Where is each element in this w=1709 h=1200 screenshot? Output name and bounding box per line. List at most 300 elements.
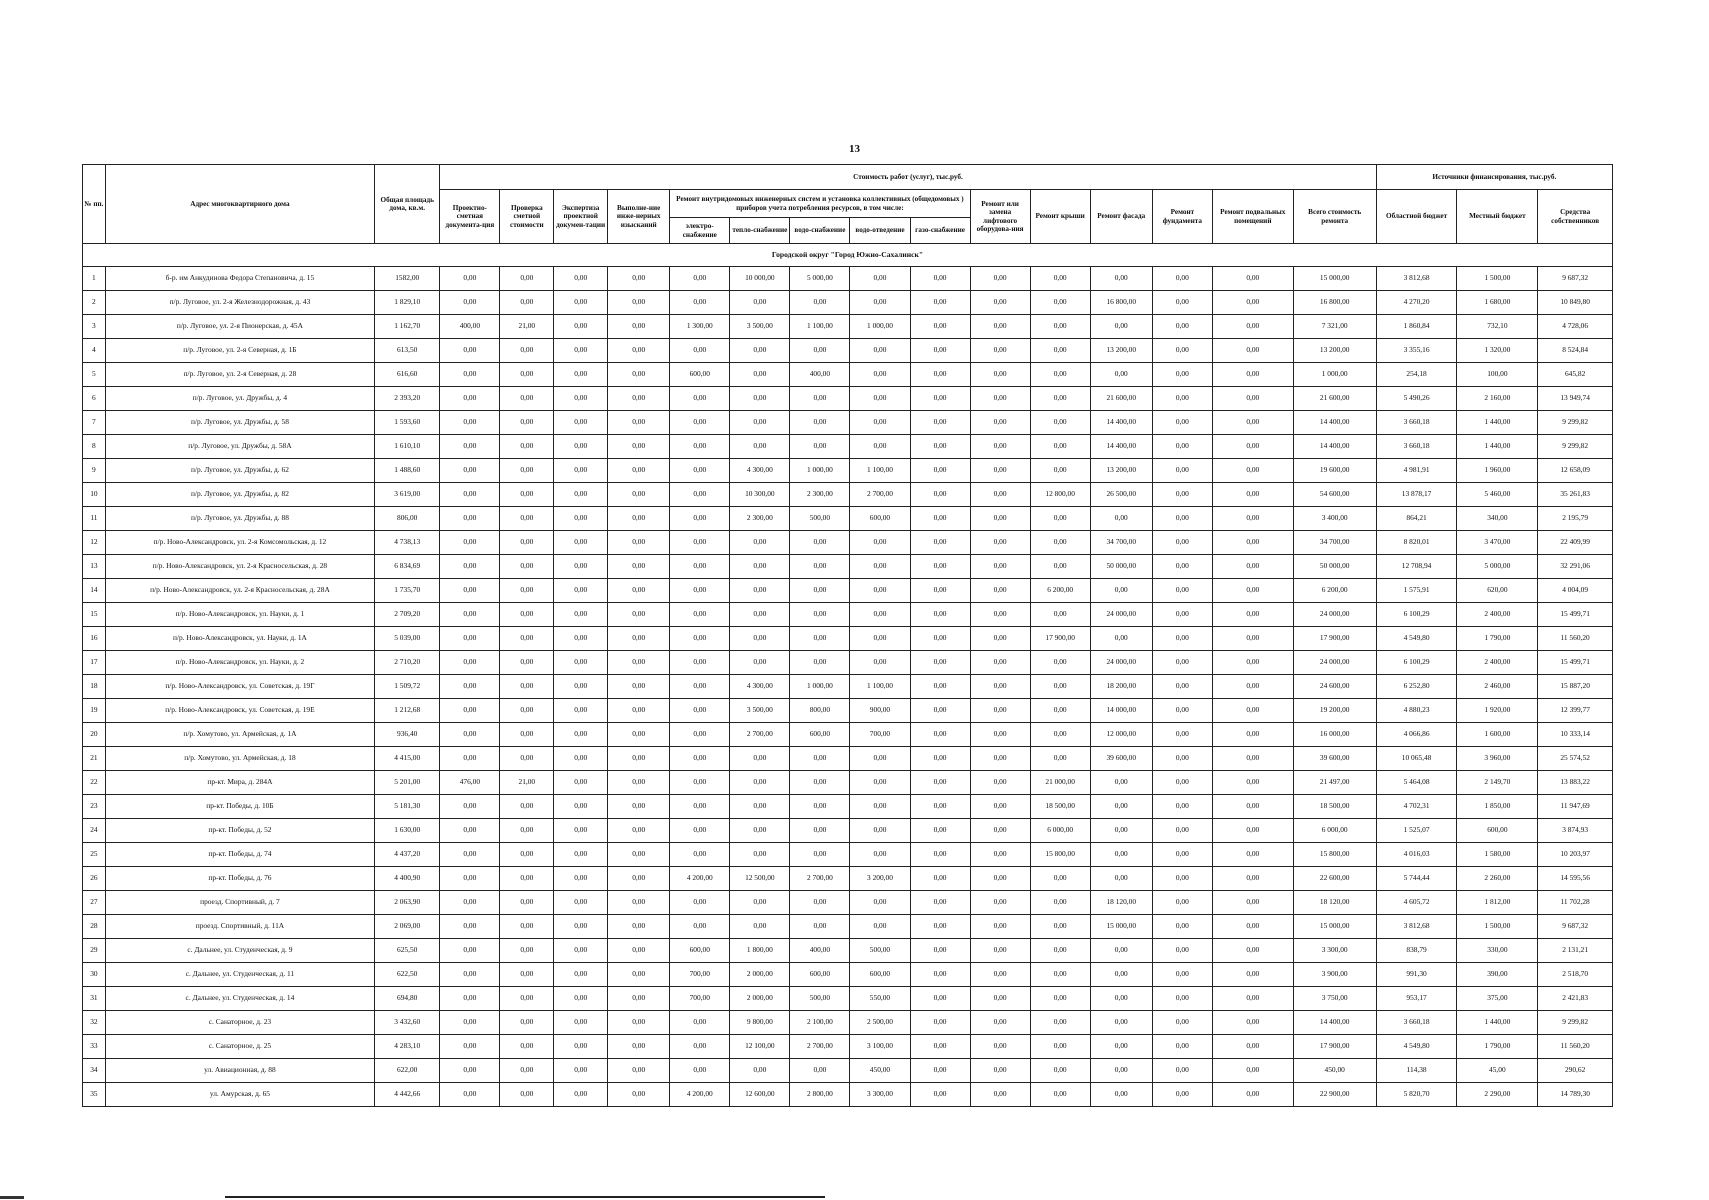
row-number-cell: 24 (83, 819, 106, 843)
value-cell: 5 820,70 (1376, 1083, 1457, 1107)
value-cell: 340,00 (1457, 507, 1538, 531)
value-cell: 2 160,00 (1457, 387, 1538, 411)
value-cell: 0,00 (730, 603, 790, 627)
value-cell: 0,00 (440, 1035, 500, 1059)
value-cell: 5 000,00 (1457, 555, 1538, 579)
value-cell: 600,00 (850, 507, 910, 531)
value-cell: 0,00 (1152, 939, 1212, 963)
value-cell: 0,00 (500, 363, 554, 387)
value-cell: 0,00 (670, 723, 730, 747)
value-cell: 0,00 (1212, 987, 1293, 1011)
value-cell: 11 560,20 (1538, 627, 1613, 651)
value-cell: 0,00 (608, 1011, 670, 1035)
value-cell: 0,00 (1152, 675, 1212, 699)
value-cell: 0,00 (910, 507, 970, 531)
value-cell: 12 800,00 (1030, 483, 1090, 507)
value-cell: 114,38 (1376, 1059, 1457, 1083)
table-row (83, 1083, 1613, 1107)
value-cell: 0,00 (440, 603, 500, 627)
value-cell: 0,00 (1212, 603, 1293, 627)
row-number-cell: 13 (83, 555, 106, 579)
value-cell: 0,00 (608, 603, 670, 627)
value-cell: 0,00 (850, 891, 910, 915)
value-cell: 0,00 (608, 387, 670, 411)
value-cell: 0,00 (1030, 555, 1090, 579)
address-cell: с. Санаторное, д. 23 (105, 1011, 374, 1035)
value-cell: 600,00 (790, 723, 850, 747)
value-cell: 0,00 (1152, 339, 1212, 363)
value-cell: 0,00 (440, 843, 500, 867)
table-row (83, 843, 1613, 867)
value-cell: 0,00 (1030, 723, 1090, 747)
value-cell: 936,40 (375, 723, 440, 747)
value-cell: 0,00 (1212, 387, 1293, 411)
value-cell: 0,00 (1152, 507, 1212, 531)
value-cell: 26 500,00 (1090, 483, 1152, 507)
value-cell: 0,00 (554, 483, 608, 507)
value-cell: 0,00 (1152, 627, 1212, 651)
value-cell: 4 437,20 (375, 843, 440, 867)
value-cell: 0,00 (670, 267, 730, 291)
value-cell: 9 299,82 (1538, 435, 1613, 459)
value-cell: 0,00 (440, 387, 500, 411)
value-cell: 0,00 (1152, 579, 1212, 603)
value-cell: 4 270,20 (1376, 291, 1457, 315)
value-cell: 0,00 (1212, 507, 1293, 531)
value-cell: 0,00 (500, 843, 554, 867)
value-cell: 0,00 (970, 1011, 1030, 1035)
value-cell: 0,00 (1090, 819, 1152, 843)
row-number-cell: 2 (83, 291, 106, 315)
value-cell: 0,00 (440, 483, 500, 507)
value-cell: 0,00 (608, 771, 670, 795)
value-cell: 0,00 (1030, 987, 1090, 1011)
value-cell: 2 195,79 (1538, 507, 1613, 531)
value-cell: 18 120,00 (1090, 891, 1152, 915)
value-cell: 0,00 (554, 339, 608, 363)
value-cell: 3 812,68 (1376, 267, 1457, 291)
address-cell: п/р. Луговое, ул. Дружбы, д. 58 (105, 411, 374, 435)
value-cell: 0,00 (910, 891, 970, 915)
address-cell: п/р. Луговое, ул. Дружбы, д. 82 (105, 483, 374, 507)
table-row (83, 267, 1613, 291)
value-cell: 0,00 (500, 603, 554, 627)
value-cell: 0,00 (1212, 843, 1293, 867)
value-cell: 0,00 (1030, 315, 1090, 339)
address-cell: с. Дальнее, ул. Студенческая, д. 14 (105, 987, 374, 1011)
value-cell: 0,00 (790, 435, 850, 459)
value-cell: 2 709,20 (375, 603, 440, 627)
value-cell: 21 000,00 (1030, 771, 1090, 795)
value-cell: 0,00 (850, 267, 910, 291)
table-row (83, 603, 1613, 627)
value-cell: 0,00 (1152, 291, 1212, 315)
value-cell: 0,00 (608, 459, 670, 483)
value-cell: 1 000,00 (1293, 363, 1376, 387)
value-cell: 0,00 (554, 1011, 608, 1035)
value-cell: 0,00 (670, 795, 730, 819)
header-facade: Ремонт фасада (1090, 190, 1152, 244)
value-cell: 2 063,90 (375, 891, 440, 915)
value-cell: 3 432,60 (375, 1011, 440, 1035)
value-cell: 1 440,00 (1457, 411, 1538, 435)
scan-mark-left (0, 1196, 24, 1199)
value-cell: 0,00 (910, 267, 970, 291)
value-cell: 0,00 (910, 363, 970, 387)
region-label: Городской округ "Город Южно-Сахалинск" (83, 244, 1613, 267)
value-cell: 2 460,00 (1457, 675, 1538, 699)
value-cell: 254,18 (1376, 363, 1457, 387)
value-cell: 0,00 (1212, 531, 1293, 555)
value-cell: 0,00 (730, 339, 790, 363)
value-cell: 0,00 (1212, 579, 1293, 603)
value-cell: 0,00 (554, 723, 608, 747)
value-cell: 21 497,00 (1293, 771, 1376, 795)
value-cell: 0,00 (1030, 267, 1090, 291)
row-number-cell: 14 (83, 579, 106, 603)
value-cell: 7 321,00 (1293, 315, 1376, 339)
value-cell: 2 260,00 (1457, 867, 1538, 891)
table-row (83, 435, 1613, 459)
row-number-cell: 18 (83, 675, 106, 699)
value-cell: 6 100,29 (1376, 603, 1457, 627)
value-cell: 0,00 (790, 411, 850, 435)
row-number-cell: 33 (83, 1035, 106, 1059)
value-cell: 0,00 (730, 435, 790, 459)
value-cell: 0,00 (554, 603, 608, 627)
value-cell: 0,00 (1212, 747, 1293, 771)
value-cell: 500,00 (790, 507, 850, 531)
value-cell: 2 069,00 (375, 915, 440, 939)
value-cell: 0,00 (500, 675, 554, 699)
value-cell: 9 299,82 (1538, 1011, 1613, 1035)
value-cell: 14 400,00 (1293, 1011, 1376, 1035)
value-cell: 0,00 (440, 891, 500, 915)
value-cell: 0,00 (910, 987, 970, 1011)
value-cell: 400,00 (790, 363, 850, 387)
table-row (83, 891, 1613, 915)
value-cell: 0,00 (440, 1059, 500, 1083)
value-cell: 0,00 (500, 1035, 554, 1059)
table-row (83, 675, 1613, 699)
value-cell: 616,60 (375, 363, 440, 387)
header-design-docs: Проектно-сметная документа-ция (440, 190, 500, 244)
value-cell: 17 900,00 (1293, 1035, 1376, 1059)
value-cell: 3 355,16 (1376, 339, 1457, 363)
value-cell: 0,00 (1212, 267, 1293, 291)
value-cell: 0,00 (554, 675, 608, 699)
value-cell: 0,00 (730, 627, 790, 651)
value-cell: 3 619,00 (375, 483, 440, 507)
value-cell: 0,00 (1152, 747, 1212, 771)
value-cell: 0,00 (1152, 267, 1212, 291)
value-cell: 953,17 (1376, 987, 1457, 1011)
address-cell: п/р. Ново-Александровск, ул. 2-я Красносельская, д. 28А (105, 579, 374, 603)
value-cell: 1 440,00 (1457, 1011, 1538, 1035)
value-cell: 0,00 (850, 363, 910, 387)
row-number-cell: 5 (83, 363, 106, 387)
row-number-cell: 28 (83, 915, 106, 939)
value-cell: 0,00 (1212, 819, 1293, 843)
value-cell: 0,00 (554, 411, 608, 435)
value-cell: 0,00 (970, 579, 1030, 603)
value-cell: 4 016,03 (1376, 843, 1457, 867)
header-engineering-group: Ремонт внутридомовых инженерных систем и установка коллективных (общедомовых ) приборов учета потребления ресурсов, в том числе: (670, 190, 970, 218)
value-cell: 1 100,00 (850, 459, 910, 483)
value-cell: 0,00 (1212, 1035, 1293, 1059)
value-cell: 0,00 (970, 651, 1030, 675)
value-cell: 12 000,00 (1090, 723, 1152, 747)
value-cell: 3 900,00 (1293, 963, 1376, 987)
value-cell: 2 400,00 (1457, 651, 1538, 675)
value-cell: 0,00 (1030, 411, 1090, 435)
table-row (83, 1011, 1613, 1035)
value-cell: 21,00 (500, 315, 554, 339)
value-cell: 0,00 (910, 387, 970, 411)
value-cell: 0,00 (554, 1059, 608, 1083)
value-cell: 0,00 (1030, 747, 1090, 771)
value-cell: 0,00 (970, 795, 1030, 819)
header-water-drain: водо-отведение (850, 218, 910, 244)
value-cell: 0,00 (790, 891, 850, 915)
value-cell: 0,00 (1030, 963, 1090, 987)
value-cell: 0,00 (500, 1011, 554, 1035)
value-cell: 0,00 (1212, 1083, 1293, 1107)
value-cell: 0,00 (1152, 459, 1212, 483)
value-cell: 35 261,83 (1538, 483, 1613, 507)
value-cell: 4 300,00 (730, 459, 790, 483)
value-cell: 2 710,20 (375, 651, 440, 675)
address-cell: п/р. Ново-Александровск, ул. 2-я Комсомольская, д. 12 (105, 531, 374, 555)
value-cell: 0,00 (970, 315, 1030, 339)
value-cell: 0,00 (608, 987, 670, 1011)
value-cell: 0,00 (790, 627, 850, 651)
value-cell: 0,00 (850, 291, 910, 315)
value-cell: 24 000,00 (1090, 651, 1152, 675)
header-surveys: Выполне-ние инже-нерных изысканий (608, 190, 670, 244)
value-cell: 10 203,97 (1538, 843, 1613, 867)
value-cell: 0,00 (850, 339, 910, 363)
value-cell: 1 100,00 (790, 315, 850, 339)
value-cell: 0,00 (1090, 579, 1152, 603)
header-estimate-check: Проверка сметной стоимости (500, 190, 554, 244)
value-cell: 4 400,90 (375, 867, 440, 891)
table-row (83, 819, 1613, 843)
address-cell: п/р. Луговое, ул. 2-я Железнодорожная, д. 43 (105, 291, 374, 315)
value-cell: 0,00 (850, 531, 910, 555)
value-cell: 0,00 (500, 795, 554, 819)
value-cell: 0,00 (1212, 627, 1293, 651)
address-cell: п/р. Луговое, ул. 2-я Северная, д. 1Б (105, 339, 374, 363)
value-cell: 0,00 (850, 579, 910, 603)
value-cell: 14 400,00 (1293, 435, 1376, 459)
value-cell: 9 687,32 (1538, 915, 1613, 939)
value-cell: 0,00 (910, 1083, 970, 1107)
value-cell: 3 200,00 (850, 867, 910, 891)
value-cell: 2 518,70 (1538, 963, 1613, 987)
address-cell: проезд. Спортивный, д. 7 (105, 891, 374, 915)
value-cell: 0,00 (970, 891, 1030, 915)
value-cell: 0,00 (1030, 651, 1090, 675)
value-cell: 0,00 (730, 651, 790, 675)
value-cell: 0,00 (790, 795, 850, 819)
value-cell: 0,00 (608, 723, 670, 747)
value-cell: 1 440,00 (1457, 435, 1538, 459)
value-cell: 290,62 (1538, 1059, 1613, 1083)
value-cell: 3 874,93 (1538, 819, 1613, 843)
value-cell: 0,00 (910, 627, 970, 651)
value-cell: 50 000,00 (1293, 555, 1376, 579)
table-row (83, 459, 1613, 483)
value-cell: 0,00 (850, 411, 910, 435)
value-cell: 0,00 (790, 555, 850, 579)
value-cell: 5 744,44 (1376, 867, 1457, 891)
value-cell: 24 000,00 (1293, 651, 1376, 675)
address-cell: с. Санаторное, д. 25 (105, 1035, 374, 1059)
row-number-cell: 31 (83, 987, 106, 1011)
value-cell: 0,00 (850, 795, 910, 819)
value-cell: 1 488,60 (375, 459, 440, 483)
value-cell: 0,00 (970, 459, 1030, 483)
value-cell: 0,00 (500, 627, 554, 651)
row-number-cell: 7 (83, 411, 106, 435)
value-cell: 0,00 (500, 339, 554, 363)
value-cell: 0,00 (730, 915, 790, 939)
value-cell: 0,00 (970, 291, 1030, 315)
value-cell: 2 400,00 (1457, 603, 1538, 627)
value-cell: 0,00 (670, 915, 730, 939)
value-cell: 1 000,00 (790, 459, 850, 483)
value-cell: 18 120,00 (1293, 891, 1376, 915)
value-cell: 0,00 (554, 795, 608, 819)
row-number-cell: 27 (83, 891, 106, 915)
value-cell: 2 800,00 (790, 1083, 850, 1107)
row-number-cell: 21 (83, 747, 106, 771)
value-cell: 0,00 (608, 1035, 670, 1059)
value-cell: 22 409,99 (1538, 531, 1613, 555)
address-cell: п/р. Ново-Александровск, ул. Науки, д. 1А (105, 627, 374, 651)
value-cell: 0,00 (440, 507, 500, 531)
value-cell: 54 600,00 (1293, 483, 1376, 507)
value-cell: 16 000,00 (1293, 723, 1376, 747)
header-elevator: Ремонт или замена лифтового оборудова-ния (970, 190, 1030, 244)
value-cell: 0,00 (1152, 699, 1212, 723)
value-cell: 0,00 (670, 531, 730, 555)
value-cell: 1 860,84 (1376, 315, 1457, 339)
value-cell: 13 949,74 (1538, 387, 1613, 411)
value-cell: 0,00 (1090, 771, 1152, 795)
value-cell: 0,00 (440, 1083, 500, 1107)
value-cell: 8 820,01 (1376, 531, 1457, 555)
value-cell: 0,00 (910, 771, 970, 795)
row-number-cell: 22 (83, 771, 106, 795)
value-cell: 0,00 (970, 699, 1030, 723)
value-cell: 0,00 (970, 675, 1030, 699)
value-cell: 1 212,68 (375, 699, 440, 723)
header-address: Адрес многоквартирного дома (105, 165, 374, 244)
table-row (83, 987, 1613, 1011)
value-cell: 0,00 (850, 843, 910, 867)
value-cell: 4 880,23 (1376, 699, 1457, 723)
value-cell: 0,00 (608, 915, 670, 939)
value-cell: 0,00 (608, 651, 670, 675)
value-cell: 4 549,80 (1376, 1035, 1457, 1059)
table-row (83, 411, 1613, 435)
value-cell: 5 490,26 (1376, 387, 1457, 411)
header-total: Всего стоимость ремонта (1293, 190, 1376, 244)
value-cell: 15 000,00 (1293, 915, 1376, 939)
value-cell: 0,00 (970, 747, 1030, 771)
value-cell: 14 595,56 (1538, 867, 1613, 891)
value-cell: 0,00 (970, 915, 1030, 939)
row-number-cell: 6 (83, 387, 106, 411)
value-cell: 0,00 (970, 627, 1030, 651)
value-cell: 0,00 (554, 1083, 608, 1107)
value-cell: 22 600,00 (1293, 867, 1376, 891)
value-cell: 0,00 (1212, 411, 1293, 435)
value-cell: 0,00 (670, 1011, 730, 1035)
header-area: Общая площадь дома, кв.м. (375, 165, 440, 244)
value-cell: 34 700,00 (1090, 531, 1152, 555)
value-cell: 0,00 (1152, 987, 1212, 1011)
header-sources-group: Источники финансирования, тыс.руб. (1376, 165, 1612, 190)
value-cell: 0,00 (554, 819, 608, 843)
value-cell: 0,00 (440, 267, 500, 291)
value-cell: 0,00 (608, 867, 670, 891)
address-cell: п/р. Хомутово, ул. Армейская, д. 1А (105, 723, 374, 747)
value-cell: 4 605,72 (1376, 891, 1457, 915)
value-cell: 0,00 (730, 747, 790, 771)
value-cell: 0,00 (1152, 1035, 1212, 1059)
value-cell: 0,00 (910, 795, 970, 819)
value-cell: 3 500,00 (730, 699, 790, 723)
value-cell: 12 399,77 (1538, 699, 1613, 723)
table-row (83, 915, 1613, 939)
value-cell: 0,00 (790, 843, 850, 867)
value-cell: 14 000,00 (1090, 699, 1152, 723)
value-cell: 0,00 (670, 651, 730, 675)
value-cell: 2 100,00 (790, 1011, 850, 1035)
value-cell: 2 149,70 (1457, 771, 1538, 795)
value-cell: 838,79 (1376, 939, 1457, 963)
value-cell: 0,00 (440, 915, 500, 939)
value-cell: 700,00 (670, 963, 730, 987)
value-cell: 0,00 (500, 915, 554, 939)
value-cell: 450,00 (850, 1059, 910, 1083)
value-cell: 1 000,00 (850, 315, 910, 339)
value-cell: 0,00 (1090, 1083, 1152, 1107)
value-cell: 0,00 (440, 339, 500, 363)
header-roof: Ремонт крыши (1030, 190, 1090, 244)
value-cell: 0,00 (440, 291, 500, 315)
value-cell: 3 660,18 (1376, 411, 1457, 435)
value-cell: 0,00 (730, 891, 790, 915)
row-number-cell: 12 (83, 531, 106, 555)
address-cell: б-р. им Анкудинова Федора Степановича, д. 15 (105, 267, 374, 291)
value-cell: 1 790,00 (1457, 627, 1538, 651)
value-cell: 10 065,48 (1376, 747, 1457, 771)
value-cell: 5 039,00 (375, 627, 440, 651)
value-cell: 0,00 (1152, 891, 1212, 915)
value-cell: 0,00 (608, 315, 670, 339)
value-cell: 100,00 (1457, 363, 1538, 387)
value-cell: 0,00 (1030, 507, 1090, 531)
value-cell: 2 000,00 (730, 987, 790, 1011)
address-cell: пр-кт. Победы, д. 52 (105, 819, 374, 843)
address-cell: п/р. Ново-Александровск, ул. Науки, д. 2 (105, 651, 374, 675)
value-cell: 0,00 (910, 723, 970, 747)
table-row (83, 1059, 1613, 1083)
